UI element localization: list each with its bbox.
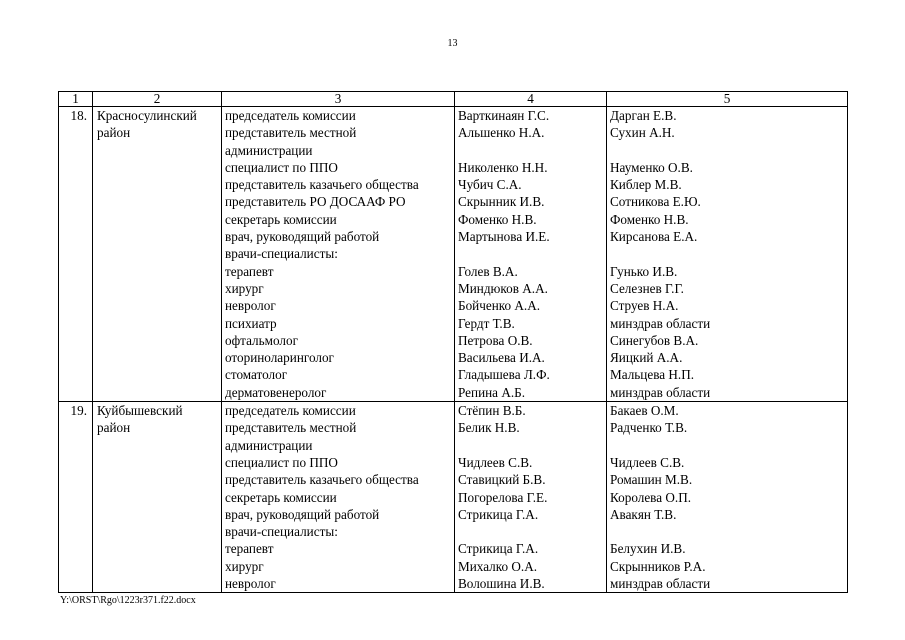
reserve-line: минздрав области bbox=[610, 576, 711, 592]
reserve-line: Ромашин М.В. bbox=[610, 472, 693, 488]
reserve-line: Авакян Т.В. bbox=[610, 506, 677, 522]
role-line: терапевт bbox=[225, 541, 274, 557]
reserve-line: Струев Н.А. bbox=[610, 298, 679, 314]
role-line: дерматовенеролог bbox=[225, 384, 327, 400]
reserve-line: Белухин И.В. bbox=[610, 541, 686, 557]
member-line bbox=[458, 142, 606, 159]
reserve-line: минздрав области bbox=[610, 384, 711, 400]
member-line: Михалко О.А. bbox=[458, 558, 538, 574]
role-line: врачи-специалисты: bbox=[225, 246, 338, 262]
member-line: Чидлеев С.В. bbox=[458, 454, 533, 470]
role-line: председатель комиссии bbox=[225, 403, 356, 419]
role-line: представитель РО ДОСААФ РО bbox=[225, 194, 406, 210]
header-cell: 1 bbox=[59, 92, 93, 107]
reserve-line bbox=[610, 437, 847, 454]
member-line: Петрова О.В. bbox=[458, 332, 533, 348]
reserve-line: Яицкий А.А. bbox=[610, 350, 683, 366]
reserve-line: Науменко О.В. bbox=[610, 159, 693, 175]
member-line: Волошина И.В. bbox=[458, 576, 545, 592]
reserve-line: Сухин А.Н. bbox=[610, 125, 675, 141]
reserve-line: минздрав области bbox=[610, 315, 711, 331]
reserve-line: Синегубов В.А. bbox=[610, 332, 699, 348]
reserve-line: Скрынников Р.А. bbox=[610, 558, 706, 574]
role-line: терапевт bbox=[225, 263, 274, 279]
role-line: администрации bbox=[225, 437, 313, 453]
reserve-line: Кирсанова Е.А. bbox=[610, 229, 698, 245]
row-number bbox=[59, 402, 93, 593]
member-line bbox=[458, 245, 606, 262]
role-line: врач, руководящий работой bbox=[225, 506, 380, 522]
role-line: представитель казачьего общества bbox=[225, 472, 419, 488]
reserve-line bbox=[610, 523, 847, 540]
role-line: невролог bbox=[225, 576, 276, 592]
district-line: район bbox=[97, 125, 131, 141]
role-line: оториноларинголог bbox=[225, 350, 334, 366]
member-line: Чубич С.А. bbox=[458, 177, 522, 193]
role-line: врачи-специалисты: bbox=[225, 524, 338, 540]
reserve-line: Королева О.П. bbox=[610, 489, 692, 505]
member-line: Стёпин В.Б. bbox=[458, 403, 526, 419]
role-line: стоматолог bbox=[225, 367, 288, 383]
header-cell: 2 bbox=[93, 92, 222, 107]
role-line: администрации bbox=[225, 142, 313, 158]
members-cell bbox=[455, 107, 607, 402]
role-line: председатель комиссии bbox=[225, 108, 356, 123]
member-line: Скрынник И.В. bbox=[458, 194, 545, 210]
member-line bbox=[458, 523, 606, 540]
page-number: 13 bbox=[447, 38, 458, 49]
row-number-text: 19. bbox=[70, 403, 87, 419]
members-cell bbox=[455, 402, 607, 593]
file-path-footer: Y:\ORST\Rgo\1223r371.f22.docx bbox=[60, 595, 196, 606]
role-line: представитель местной bbox=[225, 125, 357, 141]
role-line: хирург bbox=[225, 280, 264, 296]
reserve-line: Селезнев Г.Г. bbox=[610, 280, 684, 296]
member-line: Варткинаян Г.С. bbox=[458, 108, 550, 123]
table-row bbox=[59, 107, 848, 402]
member-line: Бойченко А.А. bbox=[458, 298, 541, 314]
roles-cell bbox=[222, 402, 455, 593]
member-line: Ставицкий Б.В. bbox=[458, 472, 546, 488]
member-line: Васильева И.А. bbox=[458, 350, 545, 366]
reserve-line bbox=[610, 245, 847, 262]
roles-cell bbox=[222, 107, 455, 402]
member-line: Альшенко Н.А. bbox=[458, 125, 545, 141]
role-line: офтальмолог bbox=[225, 332, 298, 348]
reserve-line bbox=[610, 142, 847, 159]
role-line: специалист по ППО bbox=[225, 159, 338, 175]
role-line: специалист по ППО bbox=[225, 454, 338, 470]
reserve-line: Бакаев О.М. bbox=[610, 403, 679, 419]
district-line: Красносулинский bbox=[97, 108, 197, 123]
role-line: секретарь комиссии bbox=[225, 489, 337, 505]
header-cell: 3 bbox=[222, 92, 455, 107]
district-line: Куйбышевский bbox=[97, 403, 183, 419]
reserves-cell bbox=[607, 107, 848, 402]
role-line: секретарь комиссии bbox=[225, 211, 337, 227]
member-line: Николенко Н.Н. bbox=[458, 159, 548, 175]
reserve-line: Фоменко Н.В. bbox=[610, 211, 689, 227]
member-line bbox=[458, 437, 606, 454]
reserve-line: Чидлеев С.В. bbox=[610, 454, 685, 470]
reserve-line: Сотникова Е.Ю. bbox=[610, 194, 701, 210]
reserve-line: Киблер М.В. bbox=[610, 177, 682, 193]
member-line: Голев В.А. bbox=[458, 263, 518, 279]
table-row bbox=[59, 402, 848, 593]
header-cell: 5 bbox=[607, 92, 848, 107]
member-line: Мартынова И.Е. bbox=[458, 229, 550, 245]
member-line: Стрикица Г.А. bbox=[458, 541, 539, 557]
reserve-line: Мальцева Н.П. bbox=[610, 367, 695, 383]
reserve-line: Дарган Е.В. bbox=[610, 108, 677, 123]
row-number-text: 18. bbox=[70, 108, 87, 123]
role-line: представитель местной bbox=[225, 420, 357, 436]
commission-table bbox=[58, 91, 848, 593]
district-name bbox=[93, 107, 222, 402]
role-line: врач, руководящий работой bbox=[225, 229, 380, 245]
role-line: представитель казачьего общества bbox=[225, 177, 419, 193]
role-line: хирург bbox=[225, 558, 264, 574]
member-line: Гладышева Л.Ф. bbox=[458, 367, 550, 383]
header-row bbox=[59, 92, 848, 107]
role-line: психиатр bbox=[225, 315, 277, 331]
row-number bbox=[59, 107, 93, 402]
reserve-line: Гунько И.В. bbox=[610, 263, 678, 279]
reserves-cell bbox=[607, 402, 848, 593]
member-line: Фоменко Н.В. bbox=[458, 211, 537, 227]
member-line: Белик Н.В. bbox=[458, 420, 520, 436]
member-line: Гердт Т.В. bbox=[458, 315, 515, 331]
role-line: невролог bbox=[225, 298, 276, 314]
member-line: Погорелова Г.Е. bbox=[458, 489, 548, 505]
member-line: Стрикица Г.А. bbox=[458, 506, 539, 522]
header-cell: 4 bbox=[455, 92, 607, 107]
table-body bbox=[59, 107, 848, 593]
member-line: Репина А.Б. bbox=[458, 384, 526, 400]
district-line: район bbox=[97, 420, 131, 436]
reserve-line: Радченко Т.В. bbox=[610, 420, 688, 436]
member-line: Миндюков А.А. bbox=[458, 280, 548, 296]
district-name bbox=[93, 402, 222, 593]
